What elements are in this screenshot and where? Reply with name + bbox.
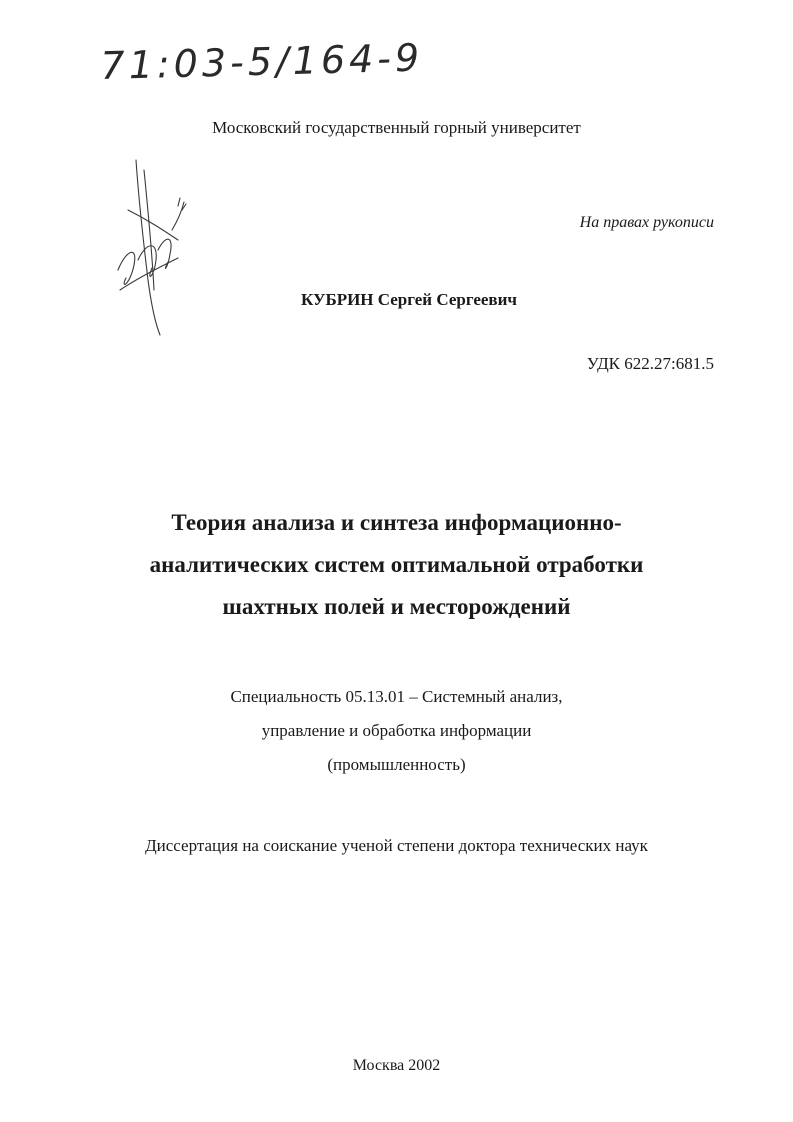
manuscript-rights-note: На правах рукописи [579, 214, 714, 231]
specialty-line: управление и обработка информации [261, 721, 532, 740]
title-line: Теория анализа и синтеза информационно- [171, 510, 622, 535]
university-name: Московский государственный горный университет [212, 118, 581, 137]
title-line: шахтных полей и месторождений [222, 594, 571, 619]
udk-code: УДК 622.27:681.5 [586, 354, 714, 373]
archive-code-handwritten: 71:03-5/164-9 [100, 35, 424, 88]
specialty-line: Специальность 05.13.01 – Системный анализ, [230, 687, 563, 706]
title-line: аналитических систем оптимальной отработки [149, 552, 644, 577]
specialty-line: (промышленность) [327, 755, 466, 774]
dissertation-degree-note: Диссертация на соискание ученой степени доктора технических наук [145, 836, 648, 855]
handwritten-signature [108, 150, 198, 340]
city-year: Москва 2002 [352, 1057, 441, 1074]
dissertation-title [0, 502, 793, 628]
specialty-block [0, 680, 793, 782]
author-name: КУБРИН Сергей Сергеевич [301, 290, 517, 309]
